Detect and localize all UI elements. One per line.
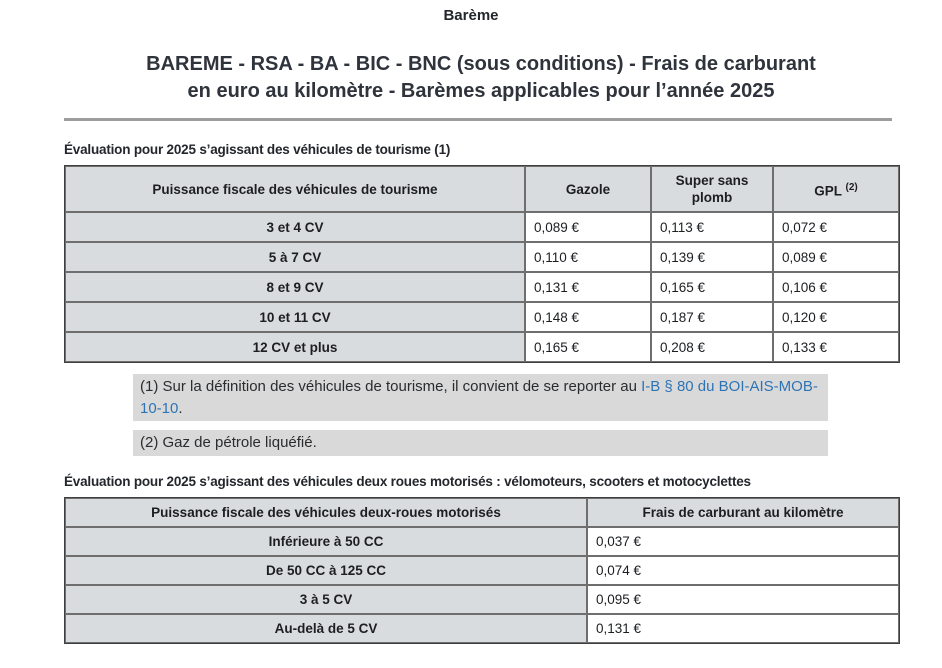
column-header-puissance: Puissance fiscale des véhicules de tourisme	[65, 166, 525, 212]
page-kicker: Barème	[443, 7, 499, 24]
cell-puissance: 3 et 4 CV	[65, 212, 525, 242]
cell-super-sans-plomb: 0,139 €	[651, 242, 773, 272]
column-header-super-sans-plomb: Super sans plomb	[651, 166, 773, 212]
cell-gazole: 0,110 €	[525, 242, 651, 272]
bofip-link[interactable]: I-B § 80 du BOI-AIS-MOB-10-10	[140, 378, 818, 417]
tourisme-header-row	[65, 166, 899, 212]
footnote-1	[133, 374, 828, 421]
cell-super-sans-plomb: 0,187 €	[651, 302, 773, 332]
cell-puissance: 3 à 5 CV	[65, 585, 587, 614]
page-title-line1: BAREME - RSA - BA - BIC - BNC (sous conditions) - Frais de carburant	[146, 53, 816, 75]
footnote-2: (2) Gaz de pétrole liquéfié.	[133, 430, 828, 456]
footnote-1-period: .	[178, 399, 183, 417]
column-header-frais: Frais de carburant au kilomètre	[587, 498, 899, 527]
cell-frais: 0,074 €	[587, 556, 899, 585]
cell-frais: 0,037 €	[587, 527, 899, 556]
footnote-1-text: (1) Sur la définition des véhicules de tourisme, il convient de se reporter au	[140, 378, 642, 395]
cell-gazole: 0,148 €	[525, 302, 651, 332]
cell-gazole: 0,165 €	[525, 332, 651, 362]
cell-gazole: 0,089 €	[525, 212, 651, 242]
cell-puissance: Inférieure à 50 CC	[65, 527, 587, 556]
cell-puissance: 5 à 7 CV	[65, 242, 525, 272]
table-row	[65, 585, 899, 614]
column-header-gazole: Gazole	[525, 166, 651, 212]
section-label-deux-roues: Évaluation pour 2025 s’agissant des véhicules deux roues motorisés : vélomoteurs, scooters et motocyclettes	[64, 473, 751, 489]
cell-puissance: De 50 CC à 125 CC	[65, 556, 587, 585]
cell-gpl: 0,133 €	[773, 332, 899, 362]
column-header-puissance-deux-roues: Puissance fiscale des véhicules deux-roues motorisés	[65, 498, 587, 527]
cell-puissance: 10 et 11 CV	[65, 302, 525, 332]
cell-super-sans-plomb: 0,208 €	[651, 332, 773, 362]
table-row	[65, 242, 899, 272]
cell-gpl: 0,120 €	[773, 302, 899, 332]
gpl-footnote-ref: (2)	[845, 181, 858, 193]
table-row	[65, 527, 899, 556]
tourisme-table	[64, 165, 900, 363]
cell-gpl: 0,089 €	[773, 242, 899, 272]
cell-super-sans-plomb: 0,165 €	[651, 272, 773, 302]
gpl-label: GPL	[814, 183, 842, 199]
title-divider	[64, 118, 892, 121]
cell-puissance: 12 CV et plus	[65, 332, 525, 362]
deux-roues-header-row	[65, 498, 899, 527]
page-title	[64, 51, 898, 105]
cell-super-sans-plomb: 0,113 €	[651, 212, 773, 242]
table-row	[65, 302, 899, 332]
section-label-tourisme: Évaluation pour 2025 s’agissant des véhicules de tourisme (1)	[64, 142, 451, 157]
cell-gpl: 0,072 €	[773, 212, 899, 242]
table-row	[65, 212, 899, 242]
table-row	[65, 556, 899, 585]
deux-roues-table	[64, 497, 900, 644]
table-row	[65, 614, 899, 643]
table-row	[65, 332, 899, 362]
document-body	[64, 51, 898, 644]
cell-frais: 0,095 €	[587, 585, 899, 614]
cell-puissance: Au-delà de 5 CV	[65, 614, 587, 643]
cell-frais: 0,131 €	[587, 614, 899, 643]
column-header-gpl	[773, 166, 899, 212]
cell-gazole: 0,131 €	[525, 272, 651, 302]
cell-gpl: 0,106 €	[773, 272, 899, 302]
table-row	[65, 272, 899, 302]
cell-puissance: 8 et 9 CV	[65, 272, 525, 302]
page-title-line2: en euro au kilomètre - Barèmes applicables pour l’année 2025	[187, 80, 775, 102]
